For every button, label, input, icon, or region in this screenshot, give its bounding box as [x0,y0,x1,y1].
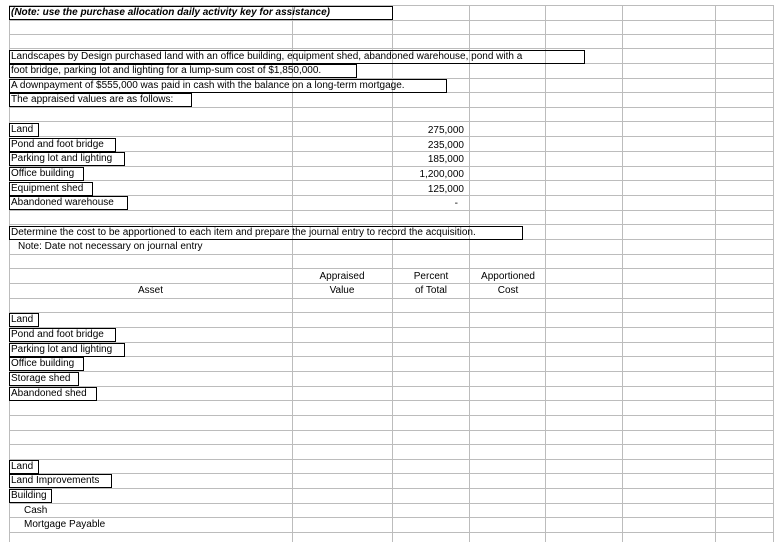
problem-line-3: A downpayment of $555,000 was paid in cash with the balance on a long-term mortgage. [9,79,447,93]
row-line [9,34,773,35]
instructions-line-2: Note: Date not necessary on journal entry [18,241,203,252]
journal-account: Land [9,460,39,474]
header-apportioned: Apportioned [481,271,535,282]
row-line [9,210,773,211]
header-cost: Cost [497,285,519,296]
row-line [9,503,773,504]
row-line [9,268,773,269]
journal-account-indented: Mortgage Payable [24,519,106,530]
asset-row: Storage shed [9,372,79,386]
header-asset: Asset [137,285,163,296]
row-line [9,386,773,387]
row-line [9,488,773,489]
asset-row: Office building [9,357,84,371]
row-line [9,180,773,181]
journal-account: Land Improvements [9,474,112,488]
appraisal-value[interactable]: 235,000 [427,140,464,151]
appraisal-value[interactable]: 185,000 [427,154,464,165]
header-value: Value [329,285,355,296]
problem-line-4: The appraised values are as follows: [9,93,192,107]
appraisal-label: Land [9,123,39,137]
header-percent: Percent [413,271,449,282]
appraisal-label: Abandoned warehouse [9,196,128,210]
row-line [9,430,773,431]
asset-row: Parking lot and lighting [9,343,125,357]
row-line [9,459,773,460]
row-line [9,121,773,122]
asset-row: Pond and foot bridge [9,328,116,342]
col-line [773,5,774,542]
header-of-total: of Total [414,285,448,296]
col-line [622,5,623,542]
asset-row: Land [9,313,39,327]
appraisal-label: Pond and foot bridge [9,138,116,152]
col-line [715,5,716,542]
row-line [9,444,773,445]
appraisal-value[interactable]: 1,200,000 [419,169,464,180]
row-line [9,473,773,474]
row-line [9,224,773,225]
asset-row: Abandoned shed [9,387,97,401]
row-line [9,312,773,313]
row-line [9,400,773,401]
appraisal-value[interactable]: - [454,198,458,209]
instructions-line-1: Determine the cost to be apportioned to each item and prepare the journal entry to record the acquisition. [9,226,523,240]
appraisal-label: Office building [9,167,84,181]
appraisal-value[interactable]: 125,000 [427,184,464,195]
row-line [9,166,773,167]
note-cell[interactable]: (Note: use the purchase allocation daily activity key for assistance) [9,6,393,20]
header-appraised: Appraised [319,271,365,282]
row-line [9,532,773,533]
row-line [9,298,773,299]
appraisal-value[interactable]: 275,000 [427,125,464,136]
problem-line-1: Landscapes by Design purchased land with an office building, equipment shed, abandoned warehouse, pond with a [9,50,585,64]
row-line [9,136,773,137]
row-line [9,415,773,416]
row-line [9,48,773,49]
row-line [9,327,773,328]
journal-account-indented: Cash [24,505,48,516]
row-line [9,20,773,21]
appraisal-label: Parking lot and lighting [9,152,125,166]
appraisal-label: Equipment shed [9,182,93,196]
journal-account: Building [9,489,52,503]
row-line [9,254,773,255]
problem-line-2: foot bridge, parking lot and lighting for a lump-sum cost of $1,850,000. [9,64,357,78]
row-line [9,107,773,108]
row-line [9,371,773,372]
